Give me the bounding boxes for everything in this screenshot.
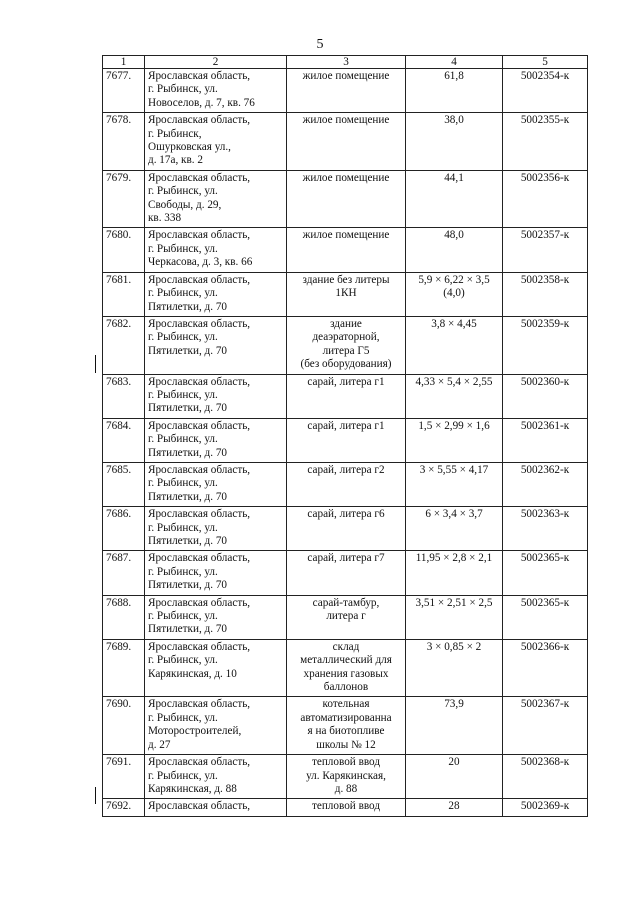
margin-change-mark (95, 787, 96, 804)
address-line: Пятилетки, д. 70 (148, 535, 228, 547)
address-line: г. Рыбинск, (148, 127, 202, 140)
table-row (103, 697, 588, 755)
area-line: 3 × 0,85 × 2 (426, 640, 482, 653)
object-name-line: сарай-тамбур, (312, 596, 380, 609)
registry-code-cell: 5002365-к (503, 595, 588, 639)
address-cell (145, 418, 287, 462)
table-header (103, 56, 588, 69)
address-line: Карякинская, д. 88 (148, 782, 237, 795)
address-cell (145, 170, 287, 228)
area-cell (406, 69, 503, 113)
registry-code-cell: 5002368-к (503, 755, 588, 799)
table-row (103, 228, 588, 272)
object-name-line: жилое помещение (302, 171, 390, 184)
area-line: 28 (448, 800, 460, 813)
row-number-cell: 7685. (103, 462, 145, 506)
margin-change-mark (95, 355, 96, 373)
object-name-cell (287, 170, 406, 228)
address-line: Ошурковская ул., (148, 141, 231, 154)
address-cell (145, 113, 287, 171)
address-line: Ярославская область, (148, 640, 251, 653)
row-number-cell: 7679. (103, 170, 145, 228)
table-row (103, 272, 588, 316)
address-line: г. Рыбинск, ул. (148, 610, 218, 623)
column-header: 1 (103, 56, 145, 69)
address-line: Ярославская область, (148, 171, 251, 184)
row-number-cell: 7684. (103, 418, 145, 462)
object-name-line: жилое помещение (302, 70, 390, 82)
area-cell (406, 595, 503, 639)
address-line: Пятилетки, д. 70 (148, 623, 228, 636)
table-row (103, 462, 588, 506)
address-line: г. Рыбинск, ул. (148, 83, 218, 96)
address-line: Пятилетки, д. 70 (148, 446, 228, 459)
table-row (103, 799, 588, 816)
area-line: 3,8 × 4,45 (431, 317, 477, 330)
address-line: г. Рыбинск, ул. (148, 287, 218, 300)
area-cell (406, 316, 503, 374)
row-number-cell: 7690. (103, 697, 145, 755)
object-name-cell (287, 418, 406, 462)
area-line: 3 × 5,55 × 4,17 (419, 463, 489, 476)
area-line: 73,9 (444, 698, 464, 711)
address-line: Ярославская область, (148, 756, 251, 769)
address-line: Ярославская область, (148, 70, 251, 82)
address-line: г. Рыбинск, ул. (148, 521, 218, 534)
address-line: Пятилетки, д. 70 (148, 300, 228, 313)
object-name-line: 1КН (335, 287, 357, 300)
object-name-line: баллонов (323, 681, 369, 694)
object-name-cell (287, 697, 406, 755)
area-line: 1,5 × 2,99 × 1,6 (418, 419, 490, 432)
table-row (103, 507, 588, 551)
table-row (103, 69, 588, 113)
row-number-cell: 7677. (103, 69, 145, 113)
area-cell (406, 551, 503, 595)
object-name-line: литера г (326, 610, 366, 623)
object-name-cell (287, 272, 406, 316)
table-row (103, 316, 588, 374)
address-line: г. Рыбинск, ул. (148, 565, 218, 578)
address-line: Ярославская область, (148, 800, 251, 813)
row-number-cell: 7692. (103, 799, 145, 816)
address-cell (145, 69, 287, 113)
area-cell (406, 170, 503, 228)
registry-code-cell: 5002361-к (503, 418, 588, 462)
address-line: г. Рыбинск, ул. (148, 711, 218, 724)
registry-code-cell: 5002355-к (503, 113, 588, 171)
address-line: Черкасова, д. 3, кв. 66 (148, 256, 253, 269)
table-row (103, 595, 588, 639)
address-cell (145, 697, 287, 755)
object-name-line: котельная (322, 698, 370, 711)
address-cell (145, 507, 287, 551)
area-cell (406, 113, 503, 171)
row-number-cell: 7682. (103, 316, 145, 374)
registry-code-cell: 5002365-к (503, 551, 588, 595)
object-name-line: сарай, литера г1 (307, 375, 385, 388)
address-line: Новоселов, д. 7, кв. 76 (148, 96, 255, 109)
registry-code-cell: 5002366-к (503, 639, 588, 697)
object-name-line: сарай, литера г1 (307, 419, 385, 432)
address-line: Карякинская, д. 10 (148, 667, 237, 680)
object-name-line: хранения газовых (303, 667, 389, 680)
table-row (103, 374, 588, 418)
object-name-line: д. 88 (334, 782, 358, 795)
row-number-cell: 7691. (103, 755, 145, 799)
object-name-line: деаэраторной, (312, 331, 380, 344)
row-number-cell: 7681. (103, 272, 145, 316)
address-line: г. Рыбинск, ул. (148, 433, 218, 446)
object-name-cell (287, 316, 406, 374)
property-registry-table (102, 55, 588, 817)
row-number-cell: 7688. (103, 595, 145, 639)
object-name-cell (287, 228, 406, 272)
table-body (103, 69, 588, 817)
address-line: Ярославская область, (148, 114, 251, 127)
object-name-line: школы № 12 (316, 738, 376, 751)
address-line: д. 17а, кв. 2 (148, 154, 203, 167)
area-line: 3,51 × 2,51 × 2,5 (415, 596, 493, 609)
registry-code-cell: 5002369-к (503, 799, 588, 816)
address-line: Ярославская область, (148, 229, 251, 242)
area-line: (4,0) (443, 287, 465, 300)
area-cell (406, 507, 503, 551)
object-name-line: (без оборудования) (300, 358, 392, 371)
object-name-line: литера Г5 (322, 344, 370, 357)
object-name-line: металлический для (300, 654, 392, 667)
address-cell (145, 228, 287, 272)
object-name-line: я на биотопливе (307, 725, 385, 738)
area-line: 4,33 × 5,4 × 2,55 (415, 375, 493, 388)
address-line: Моторостроителей, (148, 725, 242, 738)
table-row (103, 170, 588, 228)
row-number-cell: 7680. (103, 228, 145, 272)
area-line: 48,0 (444, 229, 464, 242)
address-line: д. 27 (148, 738, 171, 751)
address-line: г. Рыбинск, ул. (148, 331, 218, 344)
area-line: 11,95 × 2,8 × 2,1 (415, 552, 493, 565)
address-cell (145, 462, 287, 506)
object-name-line: склад (332, 640, 360, 653)
registry-code-cell: 5002363-к (503, 507, 588, 551)
address-line: Ярославская область, (148, 375, 251, 388)
registry-code-cell: 5002360-к (503, 374, 588, 418)
area-line: 38,0 (444, 114, 464, 127)
address-cell (145, 595, 287, 639)
address-line: Ярославская область, (148, 273, 251, 286)
object-name-cell (287, 639, 406, 697)
address-line: Ярославская область, (148, 419, 251, 432)
address-line: г. Рыбинск, ул. (148, 185, 218, 198)
address-line: Ярославская область, (148, 317, 251, 330)
address-line: Ярославская область, (148, 698, 251, 711)
object-name-cell (287, 374, 406, 418)
column-header: 3 (287, 56, 406, 69)
object-name-line: сарай, литера г2 (307, 463, 385, 476)
object-name-cell (287, 551, 406, 595)
object-name-line: здание (330, 317, 362, 330)
object-name-line: тепловой ввод (311, 756, 381, 769)
address-line: Свободы, д. 29, (148, 198, 222, 211)
object-name-cell (287, 462, 406, 506)
area-line: 61,8 (444, 70, 464, 82)
area-cell (406, 462, 503, 506)
table-row (103, 551, 588, 595)
registry-code-cell: 5002362-к (503, 462, 588, 506)
object-name-line: жилое помещение (302, 114, 390, 127)
address-cell (145, 639, 287, 697)
object-name-line: сарай, литера г6 (307, 508, 385, 521)
row-number-cell: 7689. (103, 639, 145, 697)
area-cell (406, 374, 503, 418)
column-header: 5 (503, 56, 588, 69)
object-name-line: автоматизированна (300, 711, 392, 724)
registry-code-cell: 5002354-к (503, 69, 588, 113)
area-cell (406, 228, 503, 272)
address-line: г. Рыбинск, ул. (148, 477, 218, 490)
address-line: Ярославская область, (148, 596, 251, 609)
area-line: 44,1 (444, 171, 464, 184)
area-line: 20 (448, 756, 460, 769)
address-line: Пятилетки, д. 70 (148, 402, 228, 415)
object-name-line: здание без литеры (302, 273, 390, 286)
address-line: Ярославская область, (148, 508, 251, 521)
registry-code-cell: 5002357-к (503, 228, 588, 272)
area-line: 6 × 3,4 × 3,7 (425, 508, 483, 521)
address-line: Пятилетки, д. 70 (148, 490, 228, 503)
address-line: Пятилетки, д. 70 (148, 579, 228, 592)
address-line: Пятилетки, д. 70 (148, 344, 228, 357)
object-name-cell (287, 507, 406, 551)
object-name-line: ул. Карякинская, (306, 769, 386, 782)
registry-code-cell: 5002367-к (503, 697, 588, 755)
address-cell (145, 374, 287, 418)
page-number: 5 (316, 37, 324, 52)
registry-code-cell: 5002358-к (503, 272, 588, 316)
address-line: кв. 338 (148, 212, 182, 225)
object-name-cell (287, 755, 406, 799)
address-cell (145, 755, 287, 799)
object-name-line: тепловой ввод (311, 800, 381, 813)
area-cell (406, 418, 503, 462)
address-line: Ярославская область, (148, 552, 251, 565)
area-cell (406, 799, 503, 816)
address-cell (145, 551, 287, 595)
row-number-cell: 7687. (103, 551, 145, 595)
address-cell (145, 799, 287, 816)
object-name-cell (287, 799, 406, 816)
area-cell (406, 639, 503, 697)
address-line: Ярославская область, (148, 463, 251, 476)
table-row (103, 755, 588, 799)
area-cell (406, 697, 503, 755)
address-cell (145, 272, 287, 316)
address-line: г. Рыбинск, ул. (148, 654, 218, 667)
area-line: 5,9 × 6,22 × 3,5 (418, 273, 490, 286)
object-name-line: жилое помещение (302, 229, 390, 242)
table-row (103, 418, 588, 462)
object-name-cell (287, 595, 406, 639)
column-header: 4 (406, 56, 503, 69)
address-line: г. Рыбинск, ул. (148, 388, 218, 401)
column-header: 2 (145, 56, 287, 69)
row-number-cell: 7683. (103, 374, 145, 418)
address-line: г. Рыбинск, ул. (148, 242, 218, 255)
object-name-line: сарай, литера г7 (307, 552, 385, 565)
object-name-cell (287, 113, 406, 171)
table-row (103, 639, 588, 697)
row-number-cell: 7678. (103, 113, 145, 171)
address-cell (145, 316, 287, 374)
table-row (103, 113, 588, 171)
registry-code-cell: 5002356-к (503, 170, 588, 228)
area-cell (406, 272, 503, 316)
object-name-cell (287, 69, 406, 113)
row-number-cell: 7686. (103, 507, 145, 551)
area-cell (406, 755, 503, 799)
registry-code-cell: 5002359-к (503, 316, 588, 374)
address-line: г. Рыбинск, ул. (148, 769, 218, 782)
